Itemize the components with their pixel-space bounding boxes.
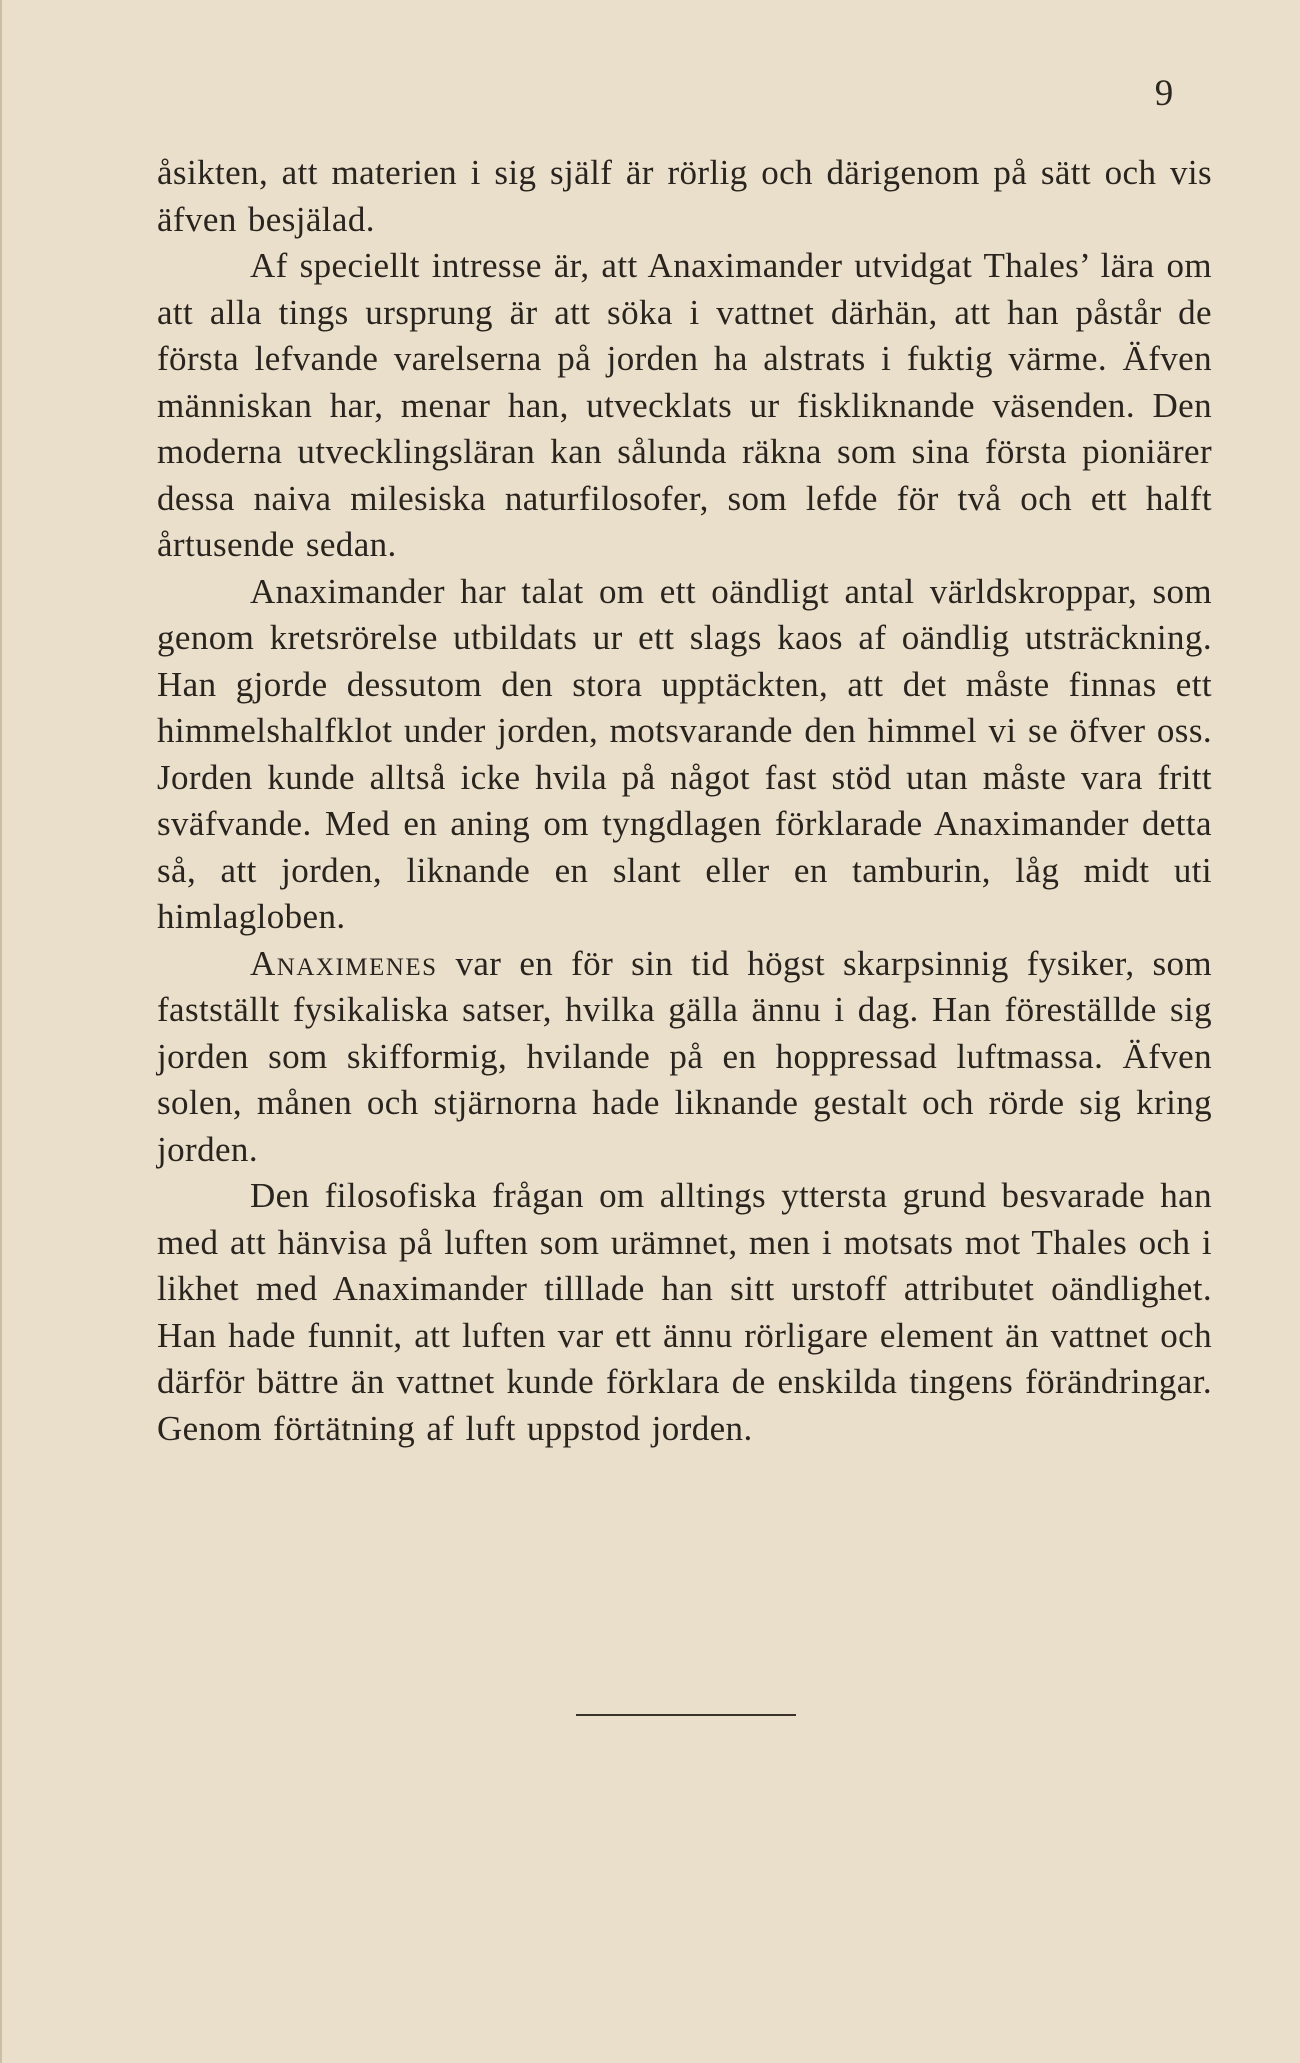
paragraph-1: åsikten, att materien i sig själf är rörlig och därigenom på sätt och vis äfven besjälad. bbox=[157, 153, 1212, 239]
anaximenes-name: Anaximenes bbox=[250, 943, 438, 983]
paragraph-5: Den filosofiska frågan om alltings yttersta grund besvarade han med att hänvisa på luften som urämnet, men i motsats mot Thales och i likhet med Anaximander tilllade han sitt urstoff attributet oändlighet. Han hade funnit, att luften var ett ännu rörligare element än vattnet och därför bättre än vattnet kunde förklara de enskilda tingens förändringar. Genom förtätning af luft uppstod jorden. bbox=[157, 1176, 1212, 1448]
section-end-rule bbox=[576, 1714, 796, 1716]
page-number: 9 bbox=[1154, 73, 1174, 114]
body-text bbox=[157, 150, 1212, 1452]
paragraph-3: Anaximander har talat om ett oändligt antal världskroppar, som genom kretsrörelse utbildats ur ett slags kaos af oändlig utsträckning. Han gjorde dessutom den stora upptäckten, att det måste finnas ett himmelshalfklot under jorden, motsvarande den himmel vi se öfver oss. Jorden kunde alltså icke hvila på något fast stöd utan måste vara fritt sväfvande. Med en aning om tyngdlagen förklarade Anaximander detta så, att jorden, liknande en slant eller en tamburin, låg midt uti himlagloben. bbox=[157, 571, 1212, 936]
paragraph-4-text: var en för sin tid högst skarpsinnig fysiker, som fastställt fysikaliska satser, hvilka gälla ännu i dag. Han föreställde sig jorden som skifformig, hvilande på en hoppressad luftmassa. Äfven solen, månen och stjärnorna hade liknande gestalt och rörde sig kring jorden. bbox=[157, 943, 1212, 1169]
paragraph-2: Af speciellt intresse är, att Anaximander utvidgat Thales’ lära om att alla tings ursprung är att söka i vattnet därhän, att han påstår de första lefvande varelserna på jorden ha alstrats i fuktig värme. Äfven människan har, menar han, utvecklats ur fiskliknande väsenden. Den moderna utvecklingsläran kan sålunda räkna som sina första pioniärer dessa naiva milesiska naturfilosofer, som lefde för två och ett halft årtusende sedan. bbox=[157, 246, 1212, 564]
paragraph-4 bbox=[157, 941, 1212, 1174]
